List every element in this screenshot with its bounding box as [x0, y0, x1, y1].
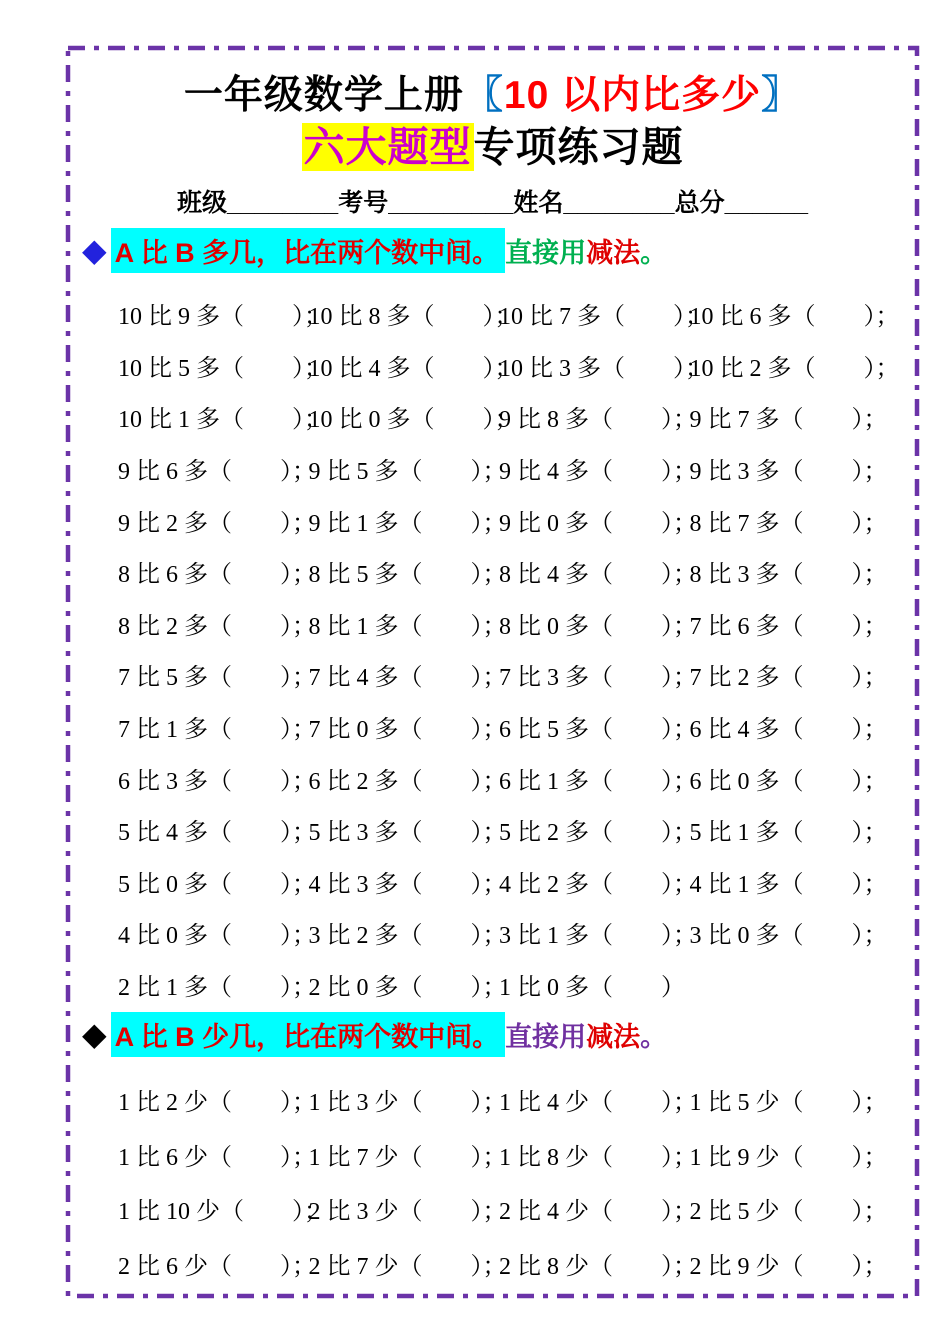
problem-item: 2 比 4 少（ ）； [499, 1199, 697, 1226]
problem-item: 10 比 5 多（ ）； [118, 355, 328, 382]
problem-row [118, 907, 917, 959]
problem-item: 9 比 4 多（ ）； [499, 459, 697, 486]
problem-item: 10 比 6 多（ ）； [689, 304, 900, 331]
problem-item: 1 比 8 少（ ）； [499, 1144, 697, 1171]
student-info-line: 班级________考号_________姓名________总分______ [176, 189, 809, 217]
problem-row [118, 959, 917, 1011]
problem-item: 9 比 3 多（ ）； [689, 459, 888, 486]
title-text-black2: 专项练习题 [473, 124, 684, 170]
problem-item: 9 比 1 多（ ）； [308, 510, 507, 537]
problem-item: 1 比 6 少（ ）； [118, 1144, 316, 1171]
problem-item: 9 比 7 多（ ）； [689, 407, 888, 434]
problem-row [118, 1072, 917, 1127]
problem-item: 9 比 8 多（ ）； [499, 407, 697, 434]
problem-item: 2 比 6 少（ ）； [118, 1253, 316, 1280]
problem-item: 10 比 9 多（ ）； [118, 304, 328, 331]
problem-row [118, 443, 917, 495]
problem-item: 5 比 2 多（ ）； [499, 820, 697, 847]
section-rule-highlighted: A 比 B 多几，比在两个数中间。 [111, 228, 506, 273]
problem-item: 7 比 1 多（ ）； [118, 717, 316, 744]
problem-item: 2 比 3 少（ ）； [308, 1199, 507, 1226]
title-bracket-close: 〗 [761, 74, 802, 117]
problem-item: 10 比 8 多（ ）； [308, 304, 519, 331]
problem-item: 10 比 4 多（ ）； [308, 355, 519, 382]
problem-item: 10 比 0 多（ ）； [308, 407, 519, 434]
problem-item: 9 比 5 多（ ）； [308, 459, 507, 486]
problem-row [118, 546, 917, 598]
problem-row [118, 856, 917, 908]
problem-item: 7 比 4 多（ ）； [308, 665, 507, 692]
diamond-bullet-icon: ◆ [82, 1016, 107, 1053]
problem-item: 8 比 6 多（ ）； [118, 562, 316, 589]
problem-item: 4 比 1 多（ ）； [689, 871, 888, 898]
problem-item: 8 比 0 多（ ）； [499, 613, 697, 640]
page-title-line1 [68, 72, 917, 120]
problem-item: 8 比 5 多（ ）； [308, 562, 507, 589]
section-heading [82, 1012, 917, 1056]
section-rule-tail: 。 [640, 1021, 668, 1052]
problem-item: 2 比 9 少（ ）； [689, 1253, 888, 1280]
section-rule-tail: 。 [640, 237, 668, 268]
problem-item: 1 比 5 少（ ）； [689, 1090, 888, 1117]
problem-item: 3 比 0 多（ ）； [689, 923, 888, 950]
problem-row [118, 649, 917, 701]
problem-row [118, 340, 917, 392]
problem-item: 3 比 1 多（ ）； [499, 923, 697, 950]
problem-item: 6 比 1 多（ ）； [499, 768, 697, 795]
problem-item: 8 比 3 多（ ）； [689, 562, 888, 589]
problem-item: 2 比 7 少（ ）； [308, 1253, 507, 1280]
section-rule-highlighted: A 比 B 少几，比在两个数中间。 [111, 1012, 506, 1057]
problem-item: 10 比 1 多（ ）； [118, 407, 328, 434]
problem-item: 1 比 2 少（ ）； [118, 1090, 316, 1117]
section-rule-tail: 直接用 [505, 1021, 587, 1052]
problem-item: 6 比 0 多（ ）； [689, 768, 888, 795]
problem-item: 9 比 2 多（ ）； [118, 510, 316, 537]
problem-row [118, 1127, 917, 1182]
problem-item: 3 比 2 多（ ）； [308, 923, 507, 950]
title-text-black: 一年级数学上册 [183, 74, 464, 117]
problem-item: 1 比 4 少（ ）； [499, 1090, 697, 1117]
title-text-red: 10 以内比多少 [503, 74, 762, 117]
problem-item: 7 比 6 多（ ）； [689, 613, 888, 640]
problem-row [118, 1182, 917, 1237]
problem-item: 4 比 0 多（ ）； [118, 923, 316, 950]
problem-item: 2 比 5 少（ ）； [689, 1199, 888, 1226]
problem-item: 7 比 5 多（ ）； [118, 665, 316, 692]
problem-rows [118, 288, 917, 1010]
problem-item: 6 比 3 多（ ）； [118, 768, 316, 795]
problem-item: 2 比 1 多（ ）； [118, 975, 316, 1002]
problem-item: 1 比 7 少（ ）； [308, 1144, 507, 1171]
problem-row [118, 494, 917, 546]
problem-item: 7 比 0 多（ ）； [308, 717, 507, 744]
problem-item: 5 比 0 多（ ）； [118, 871, 316, 898]
problem-row [118, 1236, 917, 1291]
problem-item: 8 比 4 多（ ）； [499, 562, 697, 589]
page-content [68, 48, 917, 1296]
section-rule-tail: 减法 [586, 1021, 641, 1052]
problem-row [118, 288, 917, 340]
title-highlighted-text: 六大题型 [303, 124, 472, 170]
section-heading [82, 228, 917, 272]
diamond-bullet-icon: ◆ [82, 232, 107, 268]
problem-item: 1 比 0 多（ ） [499, 975, 685, 1002]
problem-item: 1 比 9 少（ ）； [689, 1144, 888, 1171]
problem-row [118, 391, 917, 443]
problem-item: 6 比 2 多（ ）； [308, 768, 507, 795]
problem-row [118, 752, 917, 804]
problem-item: 5 比 4 多（ ）； [118, 820, 316, 847]
problem-item: 8 比 1 多（ ）； [308, 613, 507, 640]
problem-item: 7 比 3 多（ ）； [499, 665, 697, 692]
section-rule-tail: 减法 [586, 237, 641, 268]
problem-item: 8 比 2 多（ ）； [118, 613, 316, 640]
worksheet-sections [68, 228, 917, 1291]
problem-item: 10 比 3 多（ ）； [499, 355, 709, 382]
problem-item: 5 比 1 多（ ）； [689, 820, 888, 847]
problem-item: 10 比 7 多（ ）； [499, 304, 709, 331]
problem-item: 2 比 8 少（ ）； [499, 1253, 697, 1280]
problem-rows [118, 1072, 917, 1290]
problem-item: 10 比 2 多（ ）； [689, 355, 900, 382]
problem-item: 8 比 7 多（ ）； [689, 510, 888, 537]
page-title-line2 [68, 120, 917, 174]
problem-row [118, 701, 917, 753]
title-bracket-open: 〖 [463, 74, 504, 117]
problem-item: 7 比 2 多（ ）； [689, 665, 888, 692]
problem-row [118, 804, 917, 856]
problem-item: 6 比 4 多（ ）； [689, 717, 888, 744]
problem-item: 4 比 3 多（ ）； [308, 871, 507, 898]
problem-item: 4 比 2 多（ ）； [499, 871, 697, 898]
problem-item: 6 比 5 多（ ）； [499, 717, 697, 744]
problem-item: 5 比 3 多（ ）； [308, 820, 507, 847]
problem-item: 2 比 0 多（ ）； [308, 975, 507, 1002]
problem-item: 1 比 3 少（ ）； [308, 1090, 507, 1117]
section-rule-tail: 直接用 [505, 237, 587, 268]
problem-row [118, 598, 917, 650]
problem-item: 9 比 0 多（ ）； [499, 510, 697, 537]
problem-item: 1 比 10 少（ ）； [118, 1199, 328, 1226]
problem-item: 9 比 6 多（ ）； [118, 459, 316, 486]
